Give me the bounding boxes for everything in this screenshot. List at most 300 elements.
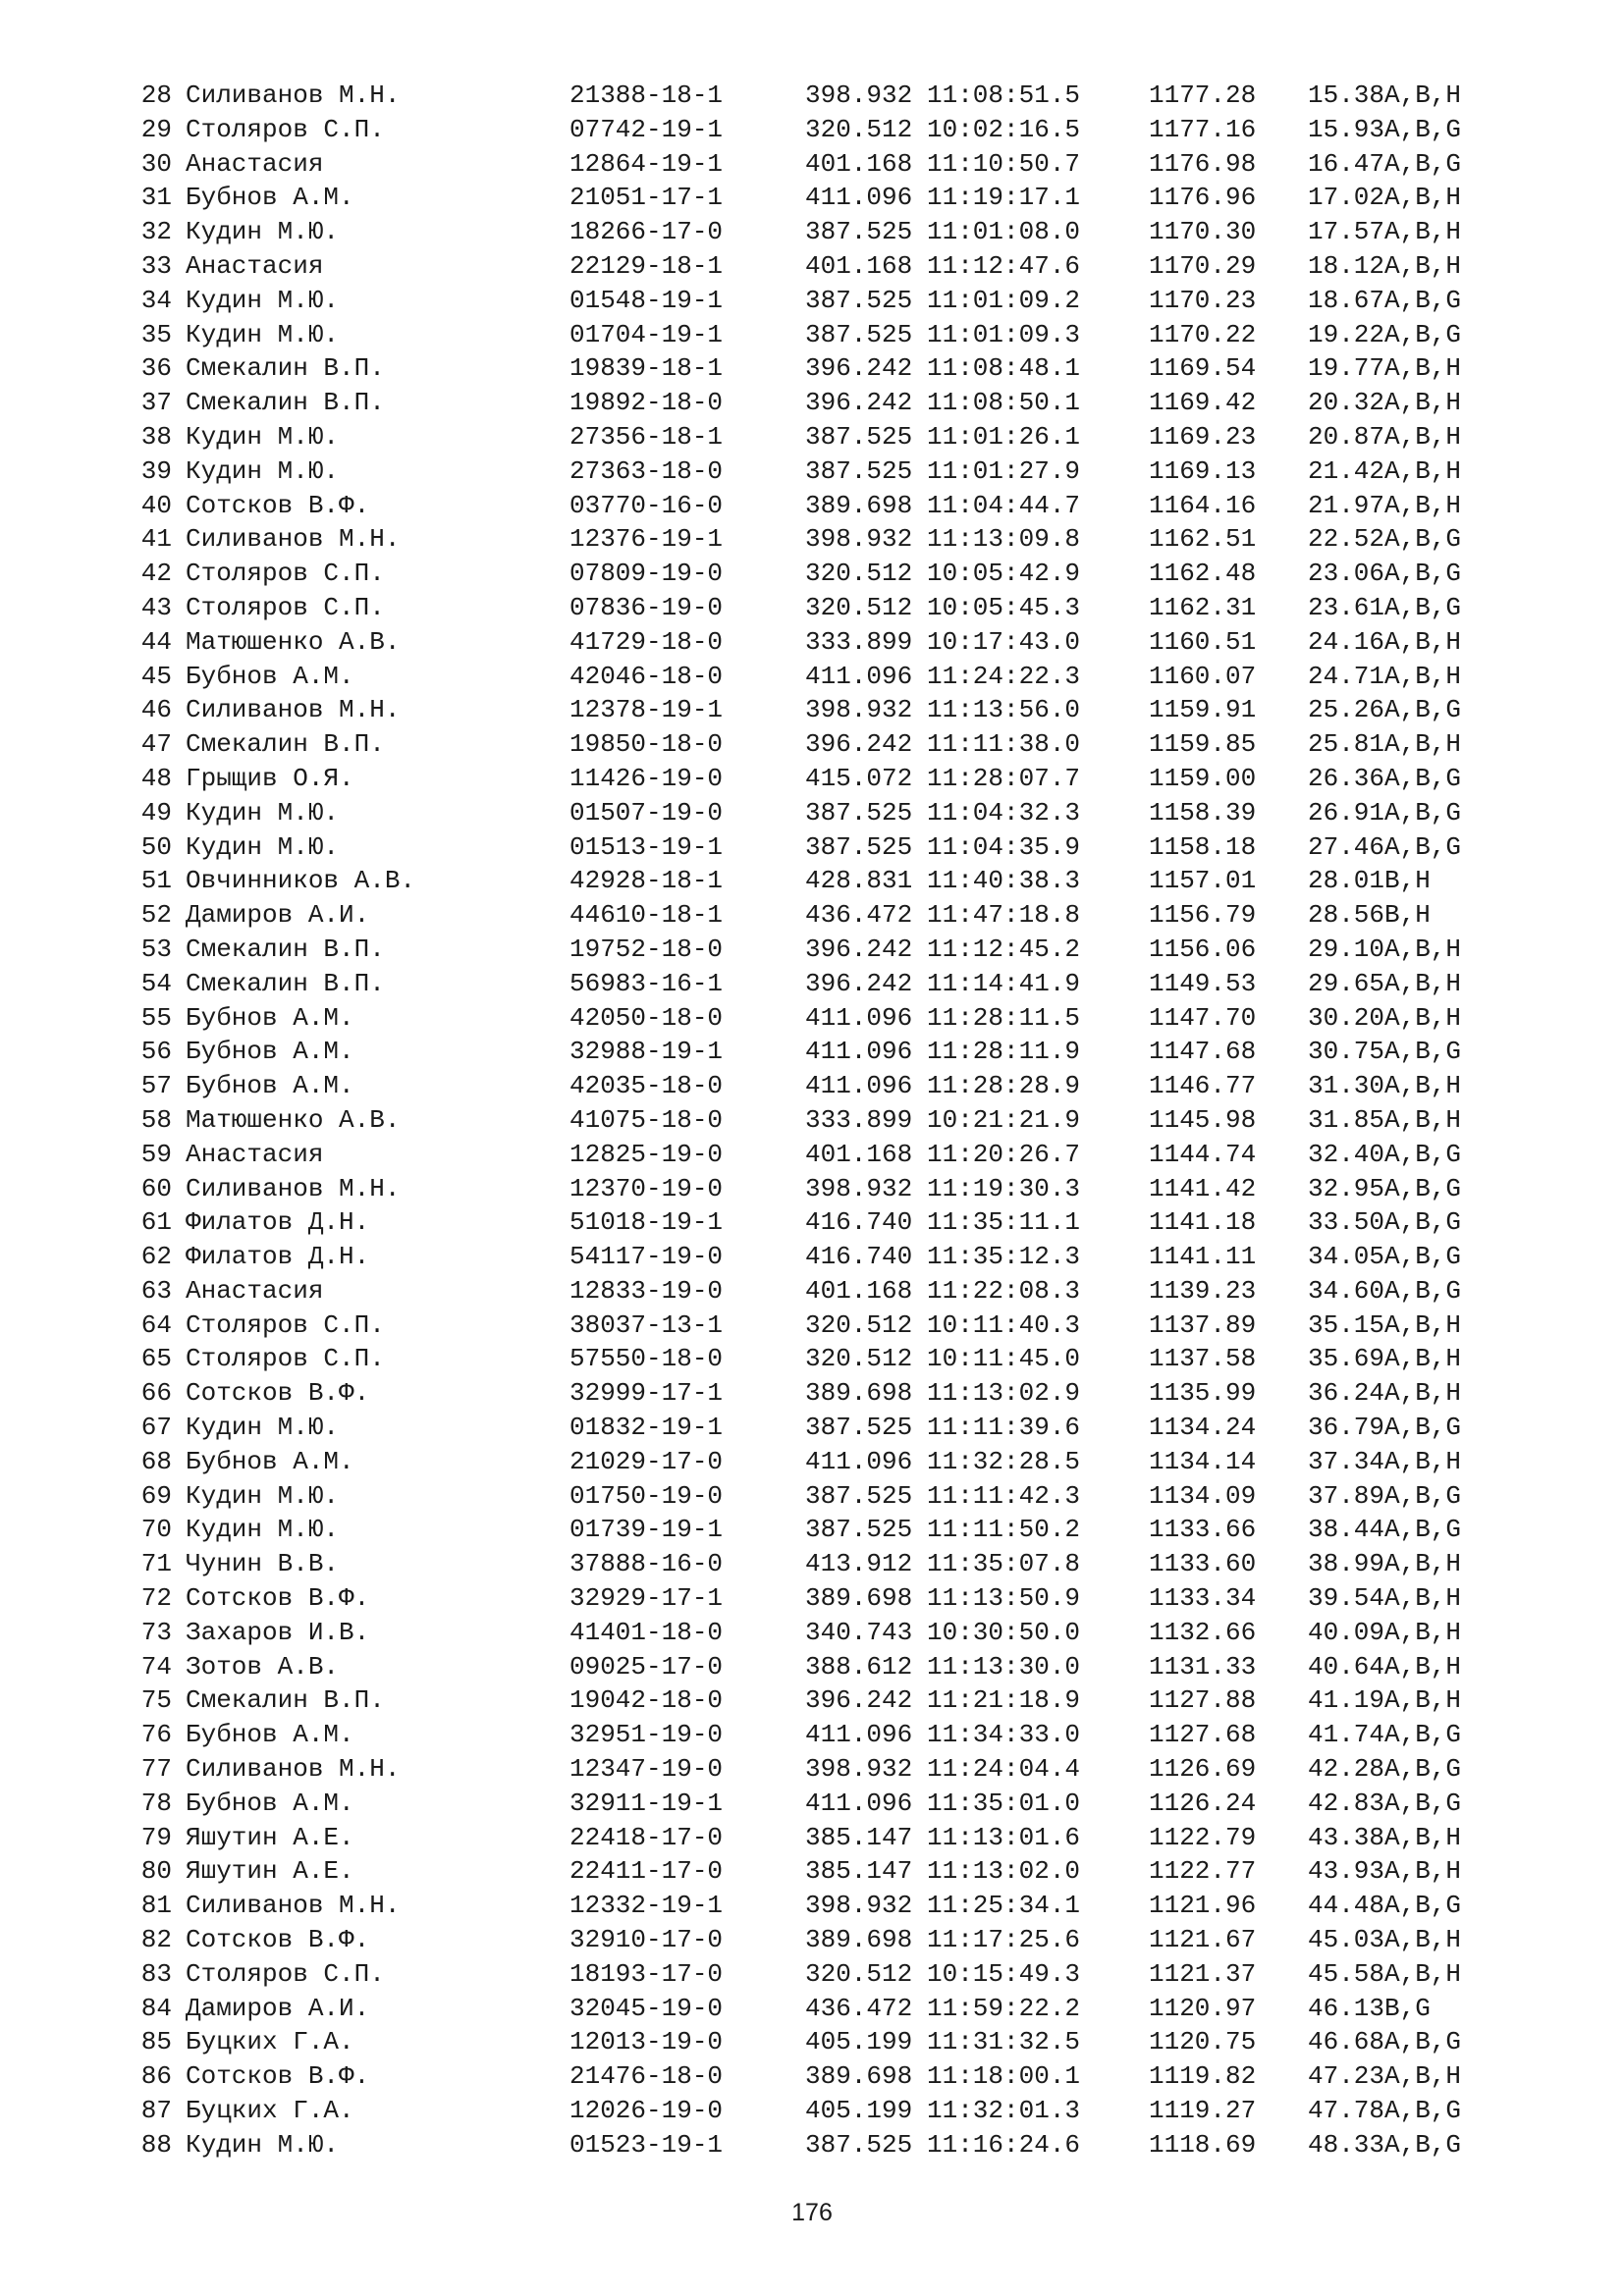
points-cell: 37.34 (1308, 1446, 1385, 1476)
arrival-time-cell: 11:32:01.3 (927, 2096, 1081, 2126)
distance-cell: 389.698 (805, 1378, 913, 1409)
points-cell: 19.77 (1308, 353, 1385, 384)
points-cell: 38.44 (1308, 1515, 1385, 1545)
points-cell: 28.56 (1308, 900, 1385, 931)
distance-cell: 398.932 (805, 1173, 913, 1203)
speed-cell: 1169.13 (1149, 455, 1257, 486)
speed-cell: 1137.58 (1149, 1344, 1257, 1374)
fancier-name-cell: Кудин М.Ю. (186, 1480, 340, 1511)
ring-number-cell: 01704-19-1 (569, 319, 724, 349)
arrival-time-cell: 11:28:11.5 (927, 1002, 1081, 1033)
arrival-time-cell: 11:34:33.0 (927, 1720, 1081, 1750)
ring-number-cell: 32951-19-0 (569, 1720, 724, 1750)
flags-cell: A,B,G (1384, 1413, 1462, 1443)
speed-cell: 1127.68 (1149, 1720, 1257, 1750)
flags-cell: A,B,G (1384, 524, 1462, 555)
distance-cell: 396.242 (805, 729, 913, 760)
arrival-time-cell: 10:21:21.9 (927, 1104, 1081, 1135)
arrival-time-cell: 11:01:27.9 (927, 455, 1081, 486)
speed-cell: 1122.77 (1149, 1856, 1257, 1887)
speed-cell: 1144.74 (1149, 1139, 1257, 1169)
arrival-time-cell: 11:13:09.8 (927, 524, 1081, 555)
flags-cell: A,B,H (1384, 1822, 1462, 1852)
rank-cell: 57 (140, 1071, 172, 1101)
distance-cell: 401.168 (805, 1139, 913, 1169)
fancier-name-cell: Кудин М.Ю. (186, 285, 340, 315)
points-cell: 24.71 (1308, 661, 1385, 691)
flags-cell: A,B,H (1384, 626, 1462, 657)
fancier-name-cell: Силиванов М.Н. (186, 80, 401, 110)
distance-cell: 320.512 (805, 559, 913, 589)
ring-number-cell: 42050-18-0 (569, 1002, 724, 1033)
ring-number-cell: 21051-17-1 (569, 183, 724, 213)
speed-cell: 1156.79 (1149, 900, 1257, 931)
ring-number-cell: 12825-19-0 (569, 1139, 724, 1169)
distance-cell: 411.096 (805, 1002, 913, 1033)
distance-cell: 389.698 (805, 1925, 913, 1955)
ring-number-cell: 07836-19-0 (569, 592, 724, 622)
points-cell: 26.36 (1308, 763, 1385, 793)
distance-cell: 398.932 (805, 80, 913, 110)
flags-cell: A,B,H (1384, 250, 1462, 281)
flags-cell: A,B,G (1384, 319, 1462, 349)
fancier-name-cell: Сотсков В.Ф. (186, 1378, 370, 1409)
arrival-time-cell: 11:28:28.9 (927, 1071, 1081, 1101)
fancier-name-cell: Бубнов А.М. (186, 1002, 354, 1033)
ring-number-cell: 01523-19-1 (569, 2129, 724, 2160)
ring-number-cell: 01750-19-0 (569, 1480, 724, 1511)
arrival-time-cell: 11:12:45.2 (927, 934, 1081, 964)
flags-cell: A,B,G (1384, 695, 1462, 725)
arrival-time-cell: 11:24:22.3 (927, 661, 1081, 691)
speed-cell: 1177.28 (1149, 80, 1257, 110)
points-cell: 36.79 (1308, 1413, 1385, 1443)
points-cell: 24.16 (1308, 626, 1385, 657)
speed-cell: 1170.30 (1149, 217, 1257, 247)
fancier-name-cell: Сотсков В.Ф. (186, 1583, 370, 1614)
points-cell: 21.42 (1308, 455, 1385, 486)
rank-cell: 72 (140, 1583, 172, 1614)
arrival-time-cell: 11:35:01.0 (927, 1788, 1081, 1818)
distance-cell: 387.525 (805, 285, 913, 315)
distance-cell: 387.525 (805, 831, 913, 862)
rank-cell: 56 (140, 1037, 172, 1067)
ring-number-cell: 32988-19-1 (569, 1037, 724, 1067)
ring-number-cell: 19850-18-0 (569, 729, 724, 760)
distance-cell: 389.698 (805, 490, 913, 520)
arrival-time-cell: 11:16:24.6 (927, 2129, 1081, 2160)
flags-cell: A,B,G (1384, 763, 1462, 793)
speed-cell: 1126.24 (1149, 1788, 1257, 1818)
arrival-time-cell: 11:11:38.0 (927, 729, 1081, 760)
flags-cell: A,B,G (1384, 559, 1462, 589)
speed-cell: 1132.66 (1149, 1617, 1257, 1647)
rank-cell: 59 (140, 1139, 172, 1169)
ring-number-cell: 54117-19-0 (569, 1242, 724, 1272)
distance-cell: 411.096 (805, 1720, 913, 1750)
fancier-name-cell: Кудин М.Ю. (186, 831, 340, 862)
flags-cell: A,B,H (1384, 1378, 1462, 1409)
rank-cell: 61 (140, 1207, 172, 1238)
rank-cell: 44 (140, 626, 172, 657)
speed-cell: 1126.69 (1149, 1754, 1257, 1785)
speed-cell: 1159.00 (1149, 763, 1257, 793)
fancier-name-cell: Анастасия (186, 148, 324, 179)
distance-cell: 333.899 (805, 1104, 913, 1135)
arrival-time-cell: 10:11:45.0 (927, 1344, 1081, 1374)
speed-cell: 1133.60 (1149, 1549, 1257, 1579)
rank-cell: 28 (140, 80, 172, 110)
arrival-time-cell: 11:31:32.5 (927, 2027, 1081, 2057)
distance-cell: 320.512 (805, 1309, 913, 1340)
arrival-time-cell: 11:35:11.1 (927, 1207, 1081, 1238)
flags-cell: A,B,H (1384, 661, 1462, 691)
flags-cell: A,B,G (1384, 2096, 1462, 2126)
flags-cell: A,B,H (1384, 1925, 1462, 1955)
ring-number-cell: 44610-18-1 (569, 900, 724, 931)
speed-cell: 1170.22 (1149, 319, 1257, 349)
rank-cell: 64 (140, 1309, 172, 1340)
flags-cell: A,B,G (1384, 1720, 1462, 1750)
speed-cell: 1134.09 (1149, 1480, 1257, 1511)
ring-number-cell: 22411-17-0 (569, 1856, 724, 1887)
fancier-name-cell: Столяров С.П. (186, 559, 385, 589)
speed-cell: 1157.01 (1149, 866, 1257, 896)
speed-cell: 1170.23 (1149, 285, 1257, 315)
speed-cell: 1127.88 (1149, 1685, 1257, 1716)
distance-cell: 387.525 (805, 1413, 913, 1443)
flags-cell: A,B,H (1384, 217, 1462, 247)
rank-cell: 81 (140, 1891, 172, 1921)
flags-cell: A,B,H (1384, 1958, 1462, 1989)
arrival-time-cell: 11:13:02.0 (927, 1856, 1081, 1887)
flags-cell: A,B,G (1384, 797, 1462, 828)
rank-cell: 62 (140, 1242, 172, 1272)
ring-number-cell: 32911-19-1 (569, 1788, 724, 1818)
rank-cell: 77 (140, 1754, 172, 1785)
points-cell: 47.23 (1308, 2061, 1385, 2092)
flags-cell: A,B,H (1384, 183, 1462, 213)
fancier-name-cell: Филатов Д.Н. (186, 1242, 370, 1272)
points-cell: 42.83 (1308, 1788, 1385, 1818)
flags-cell: A,B,H (1384, 1309, 1462, 1340)
fancier-name-cell: Столяров С.П. (186, 1309, 385, 1340)
distance-cell: 428.831 (805, 866, 913, 896)
points-cell: 37.89 (1308, 1480, 1385, 1511)
rank-cell: 75 (140, 1685, 172, 1716)
distance-cell: 387.525 (805, 455, 913, 486)
rank-cell: 47 (140, 729, 172, 760)
fancier-name-cell: Яшутин А.Е. (186, 1822, 354, 1852)
points-cell: 20.87 (1308, 421, 1385, 452)
flags-cell: A,B,H (1384, 729, 1462, 760)
fancier-name-cell: Кудин М.Ю. (186, 421, 340, 452)
ring-number-cell: 22129-18-1 (569, 250, 724, 281)
arrival-time-cell: 11:13:50.9 (927, 1583, 1081, 1614)
flags-cell: A,B,H (1384, 388, 1462, 418)
distance-cell: 320.512 (805, 592, 913, 622)
points-cell: 18.12 (1308, 250, 1385, 281)
fancier-name-cell: Кудин М.Ю. (186, 319, 340, 349)
rank-cell: 42 (140, 559, 172, 589)
speed-cell: 1118.69 (1149, 2129, 1257, 2160)
arrival-time-cell: 11:14:41.9 (927, 968, 1081, 998)
points-cell: 35.69 (1308, 1344, 1385, 1374)
rank-cell: 82 (140, 1925, 172, 1955)
arrival-time-cell: 11:25:34.1 (927, 1891, 1081, 1921)
points-cell: 39.54 (1308, 1583, 1385, 1614)
rank-cell: 68 (140, 1446, 172, 1476)
rank-cell: 36 (140, 353, 172, 384)
arrival-time-cell: 11:01:26.1 (927, 421, 1081, 452)
fancier-name-cell: Смекалин В.П. (186, 729, 385, 760)
distance-cell: 413.912 (805, 1549, 913, 1579)
rank-cell: 78 (140, 1788, 172, 1818)
fancier-name-cell: Филатов Д.Н. (186, 1207, 370, 1238)
rank-cell: 86 (140, 2061, 172, 2092)
distance-cell: 340.743 (805, 1617, 913, 1647)
points-cell: 35.15 (1308, 1309, 1385, 1340)
arrival-time-cell: 11:11:42.3 (927, 1480, 1081, 1511)
speed-cell: 1120.75 (1149, 2027, 1257, 2057)
flags-cell: A,B,H (1384, 1583, 1462, 1614)
fancier-name-cell: Сотсков В.Ф. (186, 490, 370, 520)
ring-number-cell: 12026-19-0 (569, 2096, 724, 2126)
distance-cell: 411.096 (805, 661, 913, 691)
ring-number-cell: 07809-19-0 (569, 559, 724, 589)
fancier-name-cell: Кудин М.Ю. (186, 1413, 340, 1443)
ring-number-cell: 27356-18-1 (569, 421, 724, 452)
speed-cell: 1169.54 (1149, 353, 1257, 384)
distance-cell: 436.472 (805, 1993, 913, 2023)
distance-cell: 388.612 (805, 1651, 913, 1682)
points-cell: 15.38 (1308, 80, 1385, 110)
distance-cell: 396.242 (805, 1685, 913, 1716)
rank-cell: 55 (140, 1002, 172, 1033)
distance-cell: 401.168 (805, 250, 913, 281)
rank-cell: 37 (140, 388, 172, 418)
speed-cell: 1121.96 (1149, 1891, 1257, 1921)
speed-cell: 1119.27 (1149, 2096, 1257, 2126)
rank-cell: 63 (140, 1275, 172, 1306)
flags-cell: A,B,G (1384, 2027, 1462, 2057)
ring-number-cell: 18193-17-0 (569, 1958, 724, 1989)
speed-cell: 1119.82 (1149, 2061, 1257, 2092)
flags-cell: A,B,H (1384, 353, 1462, 384)
arrival-time-cell: 10:05:42.9 (927, 559, 1081, 589)
speed-cell: 1156.06 (1149, 934, 1257, 964)
speed-cell: 1121.37 (1149, 1958, 1257, 1989)
ring-number-cell: 01548-19-1 (569, 285, 724, 315)
arrival-time-cell: 11:13:56.0 (927, 695, 1081, 725)
arrival-time-cell: 11:01:09.3 (927, 319, 1081, 349)
rank-cell: 80 (140, 1856, 172, 1887)
flags-cell: A,B,H (1384, 80, 1462, 110)
flags-cell: B,H (1384, 866, 1431, 896)
distance-cell: 320.512 (805, 1344, 913, 1374)
ring-number-cell: 01832-19-1 (569, 1413, 724, 1443)
distance-cell: 333.899 (805, 626, 913, 657)
rank-cell: 85 (140, 2027, 172, 2057)
points-cell: 44.48 (1308, 1891, 1385, 1921)
ring-number-cell: 21029-17-0 (569, 1446, 724, 1476)
distance-cell: 436.472 (805, 900, 913, 931)
speed-cell: 1169.23 (1149, 421, 1257, 452)
ring-number-cell: 19752-18-0 (569, 934, 724, 964)
speed-cell: 1135.99 (1149, 1378, 1257, 1409)
distance-cell: 411.096 (805, 1788, 913, 1818)
distance-cell: 396.242 (805, 388, 913, 418)
arrival-time-cell: 11:11:39.6 (927, 1413, 1081, 1443)
flags-cell: A,B,G (1384, 1480, 1462, 1511)
distance-cell: 411.096 (805, 1037, 913, 1067)
flags-cell: A,B,G (1384, 1242, 1462, 1272)
rank-cell: 50 (140, 831, 172, 862)
arrival-time-cell: 11:01:08.0 (927, 217, 1081, 247)
arrival-time-cell: 11:04:35.9 (927, 831, 1081, 862)
points-cell: 48.33 (1308, 2129, 1385, 2160)
speed-cell: 1141.11 (1149, 1242, 1257, 1272)
arrival-time-cell: 11:12:47.6 (927, 250, 1081, 281)
arrival-time-cell: 11:08:48.1 (927, 353, 1081, 384)
fancier-name-cell: Кудин М.Ю. (186, 2129, 340, 2160)
rank-cell: 53 (140, 934, 172, 964)
speed-cell: 1139.23 (1149, 1275, 1257, 1306)
distance-cell: 385.147 (805, 1856, 913, 1887)
points-cell: 41.19 (1308, 1685, 1385, 1716)
flags-cell: A,B,H (1384, 1446, 1462, 1476)
ring-number-cell: 12013-19-0 (569, 2027, 724, 2057)
speed-cell: 1177.16 (1149, 114, 1257, 144)
fancier-name-cell: Смекалин В.П. (186, 353, 385, 384)
fancier-name-cell: Анастасия (186, 1139, 324, 1169)
rank-cell: 76 (140, 1720, 172, 1750)
rank-cell: 29 (140, 114, 172, 144)
ring-number-cell: 12376-19-1 (569, 524, 724, 555)
flags-cell: A,B,G (1384, 1139, 1462, 1169)
points-cell: 45.03 (1308, 1925, 1385, 1955)
flags-cell: A,B,H (1384, 1651, 1462, 1682)
flags-cell: A,B,H (1384, 1344, 1462, 1374)
arrival-time-cell: 11:13:30.0 (927, 1651, 1081, 1682)
points-cell: 22.52 (1308, 524, 1385, 555)
fancier-name-cell: Смекалин В.П. (186, 968, 385, 998)
fancier-name-cell: Грыщив О.Я. (186, 763, 354, 793)
points-cell: 21.97 (1308, 490, 1385, 520)
points-cell: 30.75 (1308, 1037, 1385, 1067)
points-cell: 40.09 (1308, 1617, 1385, 1647)
flags-cell: A,B,H (1384, 490, 1462, 520)
rank-cell: 52 (140, 900, 172, 931)
ring-number-cell: 18266-17-0 (569, 217, 724, 247)
points-cell: 23.61 (1308, 592, 1385, 622)
rank-cell: 49 (140, 797, 172, 828)
points-cell: 42.28 (1308, 1754, 1385, 1785)
fancier-name-cell: Бубнов А.М. (186, 1071, 354, 1101)
speed-cell: 1164.16 (1149, 490, 1257, 520)
fancier-name-cell: Дамиров А.И. (186, 900, 370, 931)
rank-cell: 38 (140, 421, 172, 452)
ring-number-cell: 41075-18-0 (569, 1104, 724, 1135)
ring-number-cell: 37888-16-0 (569, 1549, 724, 1579)
ring-number-cell: 32045-19-0 (569, 1993, 724, 2023)
fancier-name-cell: Чунин В.В. (186, 1549, 340, 1579)
distance-cell: 396.242 (805, 934, 913, 964)
ring-number-cell: 07742-19-1 (569, 114, 724, 144)
fancier-name-cell: Анастасия (186, 1275, 324, 1306)
ring-number-cell: 11426-19-0 (569, 763, 724, 793)
distance-cell: 387.525 (805, 2129, 913, 2160)
points-cell: 15.93 (1308, 114, 1385, 144)
points-cell: 34.60 (1308, 1275, 1385, 1306)
rank-cell: 31 (140, 183, 172, 213)
speed-cell: 1158.18 (1149, 831, 1257, 862)
points-cell: 32.95 (1308, 1173, 1385, 1203)
fancier-name-cell: Захаров И.В. (186, 1617, 370, 1647)
rank-cell: 65 (140, 1344, 172, 1374)
speed-cell: 1159.85 (1149, 729, 1257, 760)
fancier-name-cell: Столяров С.П. (186, 1958, 385, 1989)
arrival-time-cell: 11:19:30.3 (927, 1173, 1081, 1203)
rank-cell: 39 (140, 455, 172, 486)
arrival-time-cell: 11:40:38.3 (927, 866, 1081, 896)
fancier-name-cell: Силиванов М.Н. (186, 1173, 401, 1203)
points-cell: 45.58 (1308, 1958, 1385, 1989)
points-cell: 23.06 (1308, 559, 1385, 589)
distance-cell: 396.242 (805, 968, 913, 998)
arrival-time-cell: 11:13:01.6 (927, 1822, 1081, 1852)
speed-cell: 1137.89 (1149, 1309, 1257, 1340)
fancier-name-cell: Столяров С.П. (186, 592, 385, 622)
rank-cell: 48 (140, 763, 172, 793)
points-cell: 18.67 (1308, 285, 1385, 315)
ring-number-cell: 42035-18-0 (569, 1071, 724, 1101)
speed-cell: 1160.07 (1149, 661, 1257, 691)
ring-number-cell: 42046-18-0 (569, 661, 724, 691)
arrival-time-cell: 11:22:08.3 (927, 1275, 1081, 1306)
points-cell: 26.91 (1308, 797, 1385, 828)
fancier-name-cell: Бубнов А.М. (186, 1446, 354, 1476)
speed-cell: 1147.70 (1149, 1002, 1257, 1033)
distance-cell: 401.168 (805, 148, 913, 179)
rank-cell: 67 (140, 1413, 172, 1443)
flags-cell: A,B,H (1384, 1002, 1462, 1033)
speed-cell: 1149.53 (1149, 968, 1257, 998)
fancier-name-cell: Яшутин А.Е. (186, 1856, 354, 1887)
speed-cell: 1131.33 (1149, 1651, 1257, 1682)
flags-cell: B,G (1384, 1993, 1431, 2023)
speed-cell: 1122.79 (1149, 1822, 1257, 1852)
rank-cell: 70 (140, 1515, 172, 1545)
ring-number-cell: 12378-19-1 (569, 695, 724, 725)
flags-cell: A,B,G (1384, 1788, 1462, 1818)
distance-cell: 405.199 (805, 2096, 913, 2126)
flags-cell: A,B,H (1384, 1685, 1462, 1716)
distance-cell: 387.525 (805, 1480, 913, 1511)
arrival-time-cell: 11:17:25.6 (927, 1925, 1081, 1955)
ring-number-cell: 38037-13-1 (569, 1309, 724, 1340)
distance-cell: 411.096 (805, 1446, 913, 1476)
flags-cell: A,B,G (1384, 114, 1462, 144)
rank-cell: 46 (140, 695, 172, 725)
flags-cell: A,B,H (1384, 1856, 1462, 1887)
distance-cell: 387.525 (805, 797, 913, 828)
flags-cell: A,B,H (1384, 1071, 1462, 1101)
arrival-time-cell: 10:30:50.0 (927, 1617, 1081, 1647)
distance-cell: 389.698 (805, 2061, 913, 2092)
fancier-name-cell: Кудин М.Ю. (186, 217, 340, 247)
rank-cell: 41 (140, 524, 172, 555)
